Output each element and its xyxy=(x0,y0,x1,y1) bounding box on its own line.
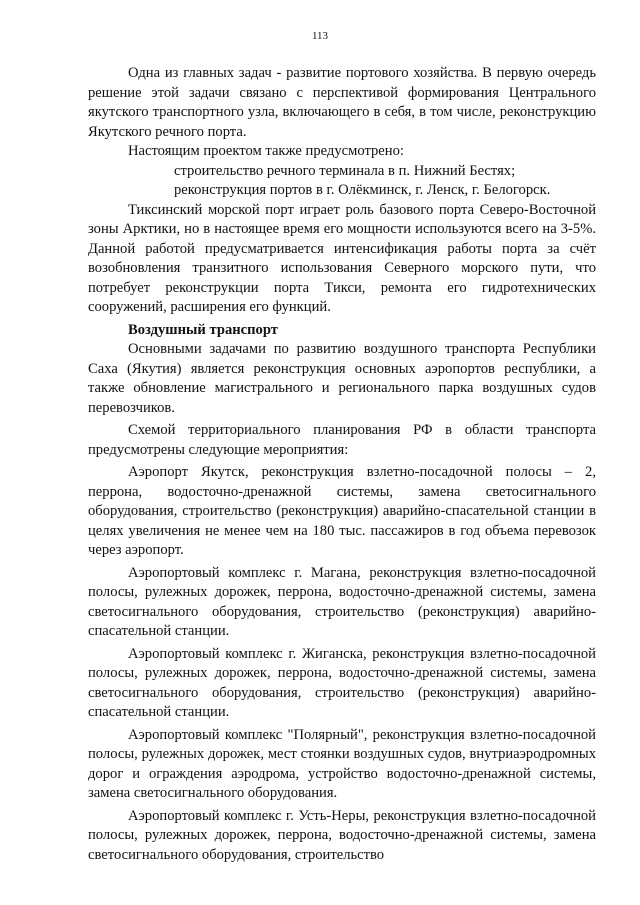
page-number: 113 xyxy=(311,30,329,42)
paragraph-airport-magan: Аэропортовый комплекс г. Магана, реконструкция взлетно-посадочной полосы, рулежных дорожек, перрона, водосточно-дренажной системы, замена светосигнального оборудования, строительство (реконструкция) аварийно-спасательной станции. xyxy=(88,564,596,639)
list-item-river-terminal: строительство речного терминала в п. Нижний Бестях; xyxy=(174,162,516,179)
paragraph-air-transport-goals: Основными задачами по развитию воздушного транспорта Республики Саха (Якутия) является реконструкция основных аэропортов республики, а также обновление магистрального и регионального парка воздушных судов перевозчиков. xyxy=(88,341,596,416)
paragraph-airport-yakutsk: Аэропорт Якутск, реконструкция взлетно-посадочной полосы – 2, перрона, водосточно-дренажной системы, замена светосигнального оборудования, строительство (реконструкция) аварийно-спасательной станции в целях увеличения не менее чем на 180 тыс. пассажиров в год объема перевозок через аэропорт. xyxy=(88,464,596,558)
document-body xyxy=(88,64,596,865)
list-item-port-reconstruction: реконструкция портов в г. Олёкминск, г. Ленск, г. Белогорск. xyxy=(174,182,551,198)
paragraph-tiksi-port: Тиксинский морской порт играет роль базового порта Северо-Восточной зоны Арктики, но в настоящее время его мощности используются всего на 3-5%. Данной работой предусматривается интенсификация работы порта за счёт возобновления транзитного использования Северного морского пути, что потребует реконструкции порта Тикси, ремонта его гидротехнических сооружений, расширения его функций. xyxy=(88,201,596,315)
paragraph-territorial-planning: Схемой территориального планирования РФ в области транспорта предусмотрены следующие мероприятия: xyxy=(88,422,596,458)
section-heading-air-transport: Воздушный транспорт xyxy=(128,321,278,338)
paragraph-port-development: Одна из главных задач - развитие портового хозяйства. В первую очередь решение этой задачи связано с перспективой формирования Центрального якутского транспортного узла, включающего в себя, в том числе, реконструкцию Якутского речного порта. xyxy=(88,65,596,140)
paragraph-airport-polyarny: Аэропортовый комплекс "Полярный", реконструкция взлетно-посадочной полосы, рулежных дорожек, мест стоянки воздушных судов, внутриаэродромных дорог и ограждения аэродрома, устройство водосточно-дренажной системы, замена светосигнального оборудования. xyxy=(88,726,596,801)
paragraph-airport-ust-nera: Аэропортовый комплекс г. Усть-Неры, реконструкция взлетно-посадочной полосы, рулежных дорожек, перрона, водосточно-дренажной системы, замена светосигнального оборудования, строительство xyxy=(88,807,596,863)
paragraph-airport-zhigansk: Аэропортовый комплекс г. Жиганска, реконструкция взлетно-посадочной полосы, рулежных дорожек, перрона, водосточно-дренажной системы, замена светосигнального оборудования, строительство (реконструкция) аварийно-спасательной станции. xyxy=(88,645,596,720)
paragraph-project-provisions: Настоящим проектом также предусмотрено: xyxy=(128,143,404,159)
